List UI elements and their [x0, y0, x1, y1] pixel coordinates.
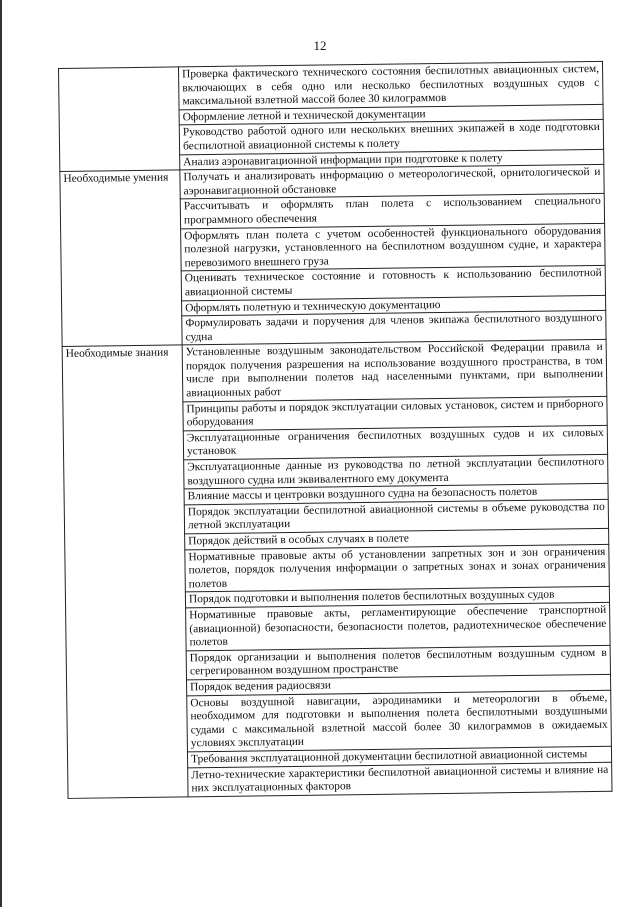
- requirement-item: Нормативные правовые акты об установлении запретных зон и зон ограничения полетов, порядок получения информации о запретных зонах и зонах ограничения полетов: [185, 544, 610, 592]
- requirement-item: Основы воздушной навигации, аэродинамики и метеорологии в объеме, необходимом для подготовки и выполнения полета беспилотными воздушными судами с максимальной взлетной массой более 30 килограммов в ожидаемых условиях эксплуатации: [187, 690, 612, 752]
- requirement-item: Оценивать техническое состояние и готовность к использованию беспилотной авиационной системы: [181, 266, 605, 301]
- table-row: [59, 61, 604, 111]
- page-number: 12: [313, 38, 327, 53]
- scan-left-edge: [0, 0, 2, 907]
- section-label: [59, 67, 180, 172]
- requirement-item: Порядок подготовки и выполнения полетов беспилотных воздушных судов: [185, 587, 609, 608]
- requirement-item: Получать и анализировать информацию о метеорологической, орнитологической и аэронавигационной обстановке: [180, 165, 604, 200]
- requirement-item: Порядок действий в особых случаях в полете: [185, 528, 609, 549]
- requirement-item: Руководство работой одного или нескольких внешних экипажей в ходе подготовки беспилотной авиационной системы к полету: [179, 120, 603, 155]
- requirements-table: [58, 61, 613, 799]
- requirement-item: Установленные воздушным законодательством Российской Федерации правила и порядок получения разрешения на использование воздушного пространства, в том числе при выполнении полетов над населенными пунктами, при выполнении авиационных работ: [182, 340, 607, 402]
- document-sheet: [58, 61, 613, 799]
- requirement-item: Рассчитывать и оформлять план полета с использованием специального программного обеспечения: [180, 194, 604, 229]
- requirement-item: Анализ аэронавигационной информации при подготовке к полету: [180, 149, 604, 170]
- requirement-item: Порядок организации и выполнения полетов беспилотным воздушным судном в сегрегированном воздушном пространстве: [186, 645, 610, 680]
- requirement-item: Требования эксплуатационной документации беспилотной авиационной системы: [187, 746, 611, 767]
- requirement-item: Оформлять план полета с учетом особенностей функционального оборудования полезной нагрузки, установленного на беспилотном воздушном судне, и характера перевозимого внешнего груза: [181, 223, 606, 271]
- requirement-item: Эксплуатационные данные из руководства по летной эксплуатации беспилотного воздушного судна или эквивалентного ему документа: [184, 454, 608, 489]
- requirement-item: Формулировать задачи и поручения для членов экипажа беспилотного воздушного судна: [182, 310, 606, 345]
- requirement-item: Влияние массы и центровки воздушного судна на безопасность полетов: [184, 484, 608, 505]
- requirement-item: Принципы работы и порядок эксплуатации силовых установок, систем и приборного оборудования: [183, 396, 607, 431]
- requirement-item: Эксплуатационные ограничения беспилотных воздушных судов и их силовых установок: [183, 425, 607, 460]
- requirement-item: Порядок эксплуатации беспилотной авиационной системы в объеме руководства по летной эксплуатации: [184, 499, 608, 534]
- requirement-item: Летно-технические характеристики беспилотной авиационной системы и влияние на них эксплуатационных факторов: [188, 762, 612, 797]
- section-label: Необходимые знания: [62, 345, 188, 798]
- requirement-item: Проверка фактического технического состояния беспилотных авиационных систем, включающих в себя одно или несколько беспилотных воздушных судов с максимальной взлетной массой более 30 килограммов: [178, 61, 603, 109]
- section-label: Необходимые умения: [60, 170, 182, 347]
- requirement-item: Порядок ведения радиосвязи: [187, 674, 611, 695]
- requirement-item: Нормативные правовые акты, регламентирующие обеспечение транспортной (авиационной) безопасности, безопасности полетов, радиотехническое обеспечение полетов: [186, 602, 611, 650]
- requirements-table-body: [59, 61, 613, 798]
- table-row: [62, 340, 607, 403]
- requirement-item: Оформлять полетную и техническую документацию: [182, 295, 606, 316]
- requirement-item: Оформление летной и технической документации: [179, 104, 603, 125]
